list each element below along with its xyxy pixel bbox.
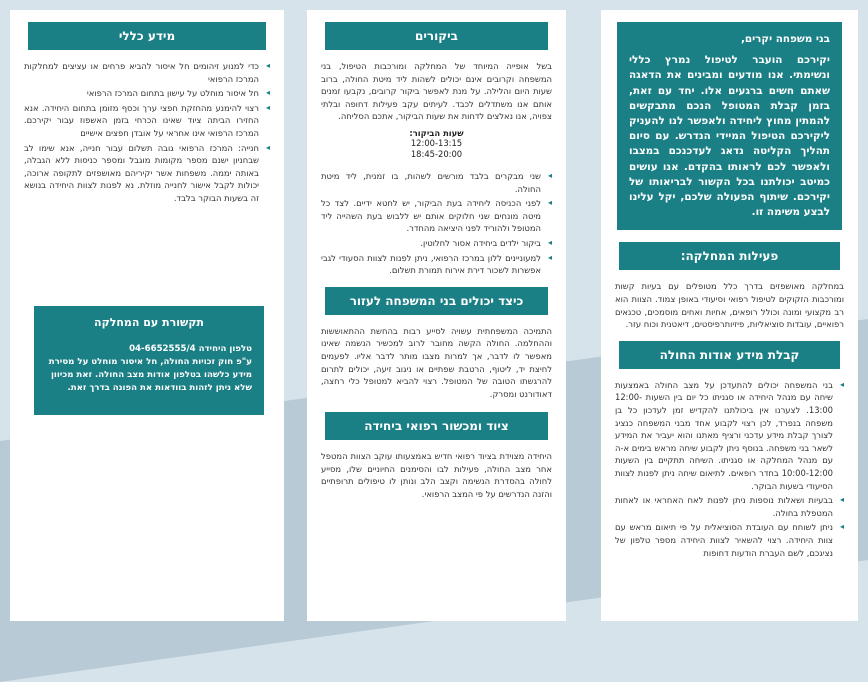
panel-visits: [307, 10, 566, 621]
patient-info-list: [615, 379, 844, 559]
list-item: ◂ בני המשפחה יכולים להתעדכן על מצב החולה באמצעות שיחה עם מנהל היחידה או סגניתו כל יום בין השעות 12:00-13:00. לצערנו אין ביכולתנו להקדיש זמן לעדכון כל בן משפחה בנפרד, לכן רצוי לקבוע אחד מבני המשפחה כנציג לצורך קבלת מידע עדכני ורציף מאתנו והוא יעביר את המידע לשאר בני משפחה. בנוסף ניתן לקבוע שיחה מראש בימים א-ה עם מנהל המחלקה או סגניתו. השיחה תתקיים בין השעות 10:00-12:00 בחדר רופאים. לתיאום שיחה ניתן לפנות לצוות הסיעודי בשעות הבוקר.: [615, 379, 844, 492]
visit-hours-1: 12:00-13:15: [410, 137, 463, 148]
visit-hours-2: 18:45-20:00: [410, 148, 463, 159]
list-item: ◂ כדי למנוע זיהומים חל איסור להביא פרחים או עציצים למחלקות המרכז הרפואי: [24, 60, 270, 85]
greeting: בני משפחה יקרים,: [740, 33, 830, 45]
equipment-title: ציוד ומכשור רפואי ביחידה: [325, 412, 548, 440]
hours-title: שעות הביקור:: [409, 127, 464, 138]
intro-text: יקירכם הועבר לטיפול נמרץ כללי ונשימתי. אנו מודעים ומבינים את הדאגה שאתם חשים ברגעים אלו. יחד עם זאת, בזמן קבלת המטופל הנכם מתבקשים להמתין מחוץ ליחידה ולאפשר לנו להעניק ליקירכם הטיפול המיידי הנדרש. עם סיום תהליך הקליטה נדאג לעדכנכם במצבו ולאפשר לכם לראותו בהקדם. אנו עושים כמיטב יכולתנו בכל הקשור לבריאותו של יקירכם. שיתוף הפעולה שלכם, יקל עלינו לבצע משימה זו.: [629, 54, 830, 219]
contact-text: ע"פ חוק זכויות החולה, חל איסור מוחלט על מסירת מידע כלשהו בטלפון אודות מצב החולה. זאת מכיוון שלא ניתן לזהות בוודאות את הפונה בדרך זאת.: [48, 357, 252, 393]
list-item: ◂ ניתן לשוחח עם העובדת הסוציאלית על פי תיאום מראש עם צוות היחידה. רצוי להשאיר לצוות היחידה מספר טלפון של נציגכם, לשם העברת הודעות דחופות: [615, 521, 844, 559]
contact-box: [34, 306, 264, 415]
list-item: ◂ חל איסור מוחלט על עישון בתחום המרכז הרפואי: [24, 87, 270, 100]
visit-rules-list: [321, 170, 552, 277]
panel-intro: [601, 10, 858, 621]
list-item: ◂ לפני הכניסה ליחידה בעת הביקור, יש לחטא ידיים. לצד כל מיטה מונחים שני חלוקים אותם יש ללבוש בעת השהייה ליד המטופל ולהוריד לפני היציאה מהחדר.: [321, 197, 552, 235]
visits-text: בשל אופייה המיוחד של המחלקה ומורכבות הטיפול, בני המשפחה וקרובים אינם יכולים לשהות ליד מיטת החולה, ברוב שעות היום והלילה. על מנת לאפשר ביקור קרובים, נקבעו זמנים אותם אנו משתדלים לכבד. לעיתים עקב פעילות דחופה ובלתי צפויה, אנו נאלצים לדחות את שעות הביקור, אתכם הסליחה.: [321, 61, 552, 122]
contact-phone[interactable]: טלפון היחידה 04-6652555/4: [129, 344, 252, 354]
list-item: ◂ בבעיות ושאלות נוספות ניתן לפנות לאח האחראי או לאחות המטפלת בחולה.: [615, 494, 844, 519]
general-info-title: מידע כללי: [28, 22, 266, 50]
general-info-list: [24, 60, 270, 205]
list-item: ◂ שני מבקרים בלבד מורשים לשהות, בו זמנית, ליד מיטת החולה.: [321, 170, 552, 195]
list-item: ◂ למעוניינים ללון במרכז הרפואי, ניתן לפנות לצוות הסעודי לגבי אפשרות לשכור דירת אירוח תמורת תשלום.: [321, 252, 552, 277]
intro-box: [617, 22, 842, 230]
list-item: ◂ ביקור ילדים ביחידה אסור לחלוטין.: [321, 237, 552, 250]
activity-title: פעילות המחלקה:: [619, 242, 840, 270]
equipment-text: היחידה מצוידת בציוד רפואי חדיש באמצעותו עוקב הצוות המטפל אחר מצב החולה, פעילות לבו והסימנים החיוניים שלו, מסייע לחולה בהסדרת הנשימה וקצב הלב ונותן לו טיפולים תרופתיים והזנה הנדרשים על פי המצב הרפואי.: [321, 451, 552, 500]
visits-title: ביקורים: [325, 22, 548, 50]
help-title: כיצד יכולים בני המשפחה לעזור: [325, 287, 548, 315]
list-item: ◂ רצוי להימנע מהחזקת חפצי ערך וכסף מזומן בתחום היחידה. אנא החזירו הביתה ציוד שאינו הכרחי בזמן האשפוז עבור יקירכם. המרכז הרפואי אינו אחראי על אובדן חפצים אישיים: [24, 102, 270, 140]
contact-title: תקשורת עם המחלקה: [94, 316, 204, 329]
help-text: התמיכה המשפחתית עשויה לסייע רבות בהחשת ההתאוששות וההחלמה. החולה הקשה מחובר לרוב למכשיר הנשמה שאינו מאפשר לו לדבר, אך למרות מצבו מותר לדבר אליו. לפעמים לחיצת יד, ליטוף, הרטבת שפתיים או ניגוב זיעה, יכולים לתרום להרגשתו הטובה של המטופל. רצוי להביא למטופל כלי רחצה, דאודורנט ומסרק.: [321, 325, 552, 399]
patient-info-title: קבלת מידע אודות החולה: [619, 341, 840, 369]
activity-text: במחלקה מאושפזים בדרך כלל מטופלים עם בעיות קשות ומורכבות הזקוקים לטיפול רפואי וסיעודי באופן צמוד. הצוות הוא רב מקצועי ומונה וכולל רופאים, אחיות ואחים מוסמכים, טכנאים רפואיים, עובדות סוציאליות, פיזיותרפיסטים, דיאטנית וכוח עזר.: [615, 281, 844, 330]
list-item: ◂ חנייה: המרכז הרפואי גובה תשלום עבור חנייה, אנא שימו לב שבחניון ישנם מספר מקומות מוגבל ומספר כניסות ללא הגבלה, באותה יממה. משפחות אשר יקיריהם מאושפזים לתקופה ארוכה, יכולות לקבל אישור לחנייה מוזלת. נא לפנות לצוות היחידה בנושא זה בשעות הבוקר בלבד.: [24, 142, 270, 205]
